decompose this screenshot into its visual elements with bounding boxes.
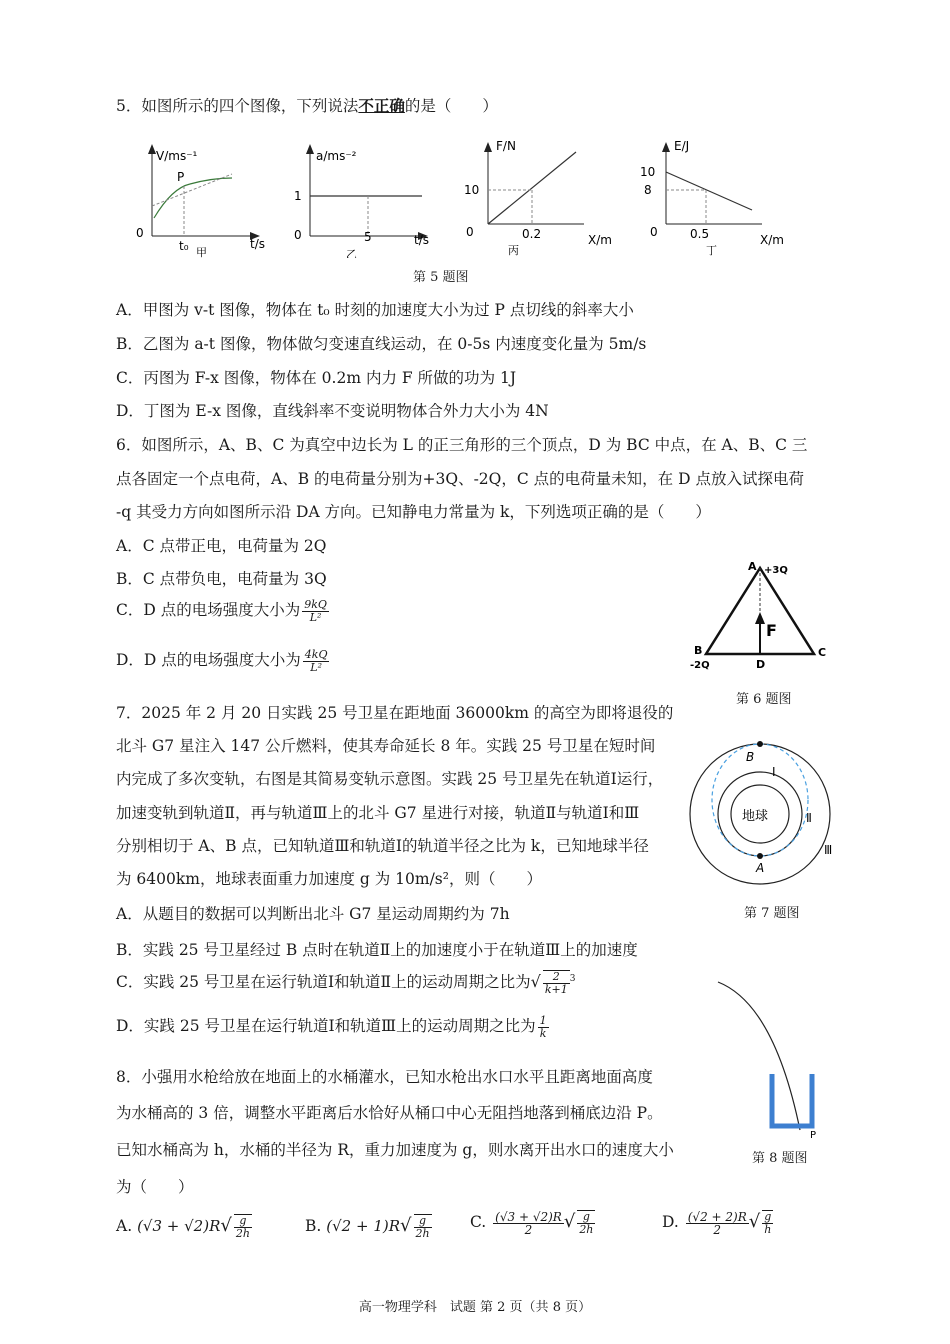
water-trajectory (718, 982, 800, 1130)
q7-option-a: A．从题目的数据可以判断出北斗 G7 星运动周期约为 7h (116, 905, 510, 923)
q6-option-a: A．C 点带正电，电荷量为 2Q (116, 537, 327, 555)
q6-caption: 第 6 题图 (736, 692, 792, 707)
svg-text:t/s: t/s (414, 233, 429, 247)
q5-emphasis: 不正确 (358, 96, 405, 115)
orbit-2 (712, 744, 808, 856)
q5-option-d: D．丁图为 E-x 图像，直线斜率不变说明物体合外力大小为 4N (116, 402, 549, 420)
jia-curve (154, 178, 232, 218)
q7-stem-6: 为 6400km，地球表面重力加速度 g 为 10m/s²，则（ ） (116, 870, 542, 888)
q8-option-a: A. (√3 + √2)R√ $\frac{g}{2h}$ (116, 1214, 250, 1240)
q6-stem-2: 点各固定一个点电荷，A、B 的电荷量分别为+3Q、-2Q，C 点的电荷量未知，在 D 点放入试探电荷 (116, 470, 804, 488)
svg-text:F: F (766, 621, 777, 640)
q8-option-d: D. $\frac{(√2 + 2)R}{2}$ √ $\frac{g}{h}$ (662, 1209, 772, 1237)
q7-stem-4: 加速变轨到轨道Ⅱ，再与轨道Ⅲ上的北斗 G7 星进行对接，轨道Ⅱ与轨道Ⅰ和Ⅲ (116, 804, 640, 822)
q5-graph-ding (636, 134, 816, 258)
svg-text:1: 1 (294, 189, 302, 203)
q5-graph-jia (132, 140, 282, 258)
q6-option-d: D．D 点的电场强度大小为 $\frac{4kQ}{\text{L²}}$ (116, 647, 328, 674)
svg-text:Ⅲ: Ⅲ (824, 843, 833, 857)
q6-option-b: B．C 点带负电，电荷量为 3Q (116, 570, 327, 588)
q8-stem-4: 为（ ） (116, 1178, 194, 1196)
svg-text:D: D (756, 658, 766, 671)
q7-option-d: D．实践 25 号卫星在运行轨道Ⅰ和轨道Ⅲ上的运动周期之比为 $\frac{1}{k}$ (116, 1013, 547, 1040)
svg-text:Ⅰ: Ⅰ (772, 765, 776, 779)
q8-stem-3: 已知水桶高为 h，水桶的半径为 R，重力加速度为 g，则水离开出水口的速度大小 (116, 1141, 674, 1159)
svg-text:0: 0 (136, 226, 144, 240)
q6-triangle-figure (682, 556, 832, 676)
q7-stem-5: 分别相切于 A、B 点，已知轨道Ⅲ和轨道Ⅰ的轨道半径之比为 k，已知地球半径 (116, 837, 649, 855)
svg-text:0.5: 0.5 (690, 227, 710, 241)
q5-option-c: C．丙图为 F-x 图像，物体在 0.2m 内力 F 所做的功为 1J (116, 369, 517, 387)
svg-text:0.2: 0.2 (522, 227, 542, 241)
q8-bucket-figure (714, 976, 824, 1146)
q7-option-b: B．实践 25 号卫星经过 B 点时在轨道Ⅱ上的加速度小于在轨道Ⅲ上的加速度 (116, 941, 638, 959)
svg-text:丁: 丁 (706, 244, 717, 257)
q5-graph-bing (462, 134, 622, 258)
q7-stem-1: 7．2025 年 2 月 20 日实践 25 号卫星在距地面 36000km 的高空为即将退役的 (116, 704, 674, 722)
svg-text:-2Q: -2Q (690, 660, 710, 671)
q8-stem-2: 为水桶高的 3 倍，调整水平距离后水恰好从桶口中心无阻挡地落到桶底边沿 P。 (116, 1104, 663, 1122)
svg-text:10: 10 (640, 165, 656, 179)
svg-text:丙: 丙 (508, 244, 519, 257)
q5-option-b: B．乙图为 a-t 图像，物体做匀变速直线运动，在 0-5s 内速度变化量为 5m/s (116, 335, 647, 353)
q8-caption: 第 8 题图 (752, 1151, 808, 1166)
svg-text:B: B (746, 750, 755, 764)
q8-option-c: C. $\frac{(√3 + √2)R}{2}$ √ $\frac{g}{2h}$ (470, 1209, 594, 1237)
svg-text:0: 0 (294, 228, 302, 242)
svg-text:X/m: X/m (760, 233, 784, 247)
q8-option-b: B. (√2 + 1)R√ $\frac{g}{2h}$ (305, 1214, 430, 1240)
svg-text:甲: 甲 (196, 246, 207, 258)
q5-graph-yi (290, 140, 440, 258)
q7-stem-3: 内完成了多次变轨，右图是其简易变轨示意图。实践 25 号卫星先在轨道Ⅰ运行， (116, 770, 664, 788)
svg-text:0: 0 (466, 225, 474, 239)
q5-option-a: A．甲图为 v-t 图像，物体在 t₀ 时刻的加速度大小为过 P 点切线的斜率大小 (116, 301, 634, 319)
svg-text:5: 5 (364, 230, 372, 244)
svg-text:F/N: F/N (496, 139, 516, 153)
q7-stem-2: 北斗 G7 星注入 147 公斤燃料，使其寿命延长 8 年。实践 25 号卫星在短时间 (116, 737, 656, 755)
q6-stem-3: -q 其受力方向如图所示沿 DA 方向。已知静电力常量为 k，下列选项正确的是（ ） (116, 503, 711, 521)
svg-text:A: A (748, 560, 757, 573)
svg-text:8: 8 (644, 183, 652, 197)
svg-text:地球: 地球 (742, 809, 769, 824)
svg-text:E/J: E/J (674, 139, 690, 153)
svg-text:0: 0 (650, 225, 658, 239)
page-footer: 高一物理学科 试题 第 2 页（共 8 页） (358, 1300, 592, 1315)
q7-caption: 第 7 题图 (744, 906, 800, 921)
q5-stem: 5．如图所示的四个图像，下列说法不正确的是（ ） (116, 96, 498, 115)
q6-stem-1: 6．如图所示，A、B、C 为真空中边长为 L 的正三角形的三个顶点，D 为 BC 中点，在 A、B、C 三 (116, 436, 808, 454)
jia-ylabel: V/ms⁻¹ (156, 149, 198, 163)
svg-text:C: C (818, 646, 827, 659)
jia-point: P (177, 170, 185, 184)
svg-text:P: P (810, 1130, 817, 1141)
q8-stem-1: 8．小强用水枪给放在地面上的水桶灌水，已知水枪出水口水平且距离地面高度 (116, 1068, 653, 1086)
ding-line (666, 172, 752, 210)
bucket (772, 1074, 812, 1126)
svg-text:乙: 乙 (346, 248, 357, 258)
q6-option-c: C．D 点的电场强度大小为 $\frac{9kQ}{\text{L²}}$ (116, 597, 327, 624)
svg-text:B: B (694, 644, 703, 657)
q7-orbit-figure (684, 738, 854, 898)
svg-text:X/m: X/m (588, 233, 612, 247)
bing-line (488, 152, 576, 224)
svg-text:t/s: t/s (250, 237, 265, 251)
svg-text:Ⅱ: Ⅱ (806, 811, 812, 825)
svg-text:10: 10 (464, 183, 480, 197)
q7-option-c: C．实践 25 号卫星在运行轨道Ⅰ和轨道Ⅱ上的运动周期之比为√ $\frac{2}{k+1}$ $^3$ (116, 970, 576, 996)
svg-text:A: A (756, 861, 765, 875)
svg-text:t₀: t₀ (179, 239, 189, 253)
svg-text:a/ms⁻²: a/ms⁻² (316, 149, 357, 163)
svg-text:+3Q: +3Q (764, 565, 788, 576)
q5-caption: 第 5 题图 (413, 270, 469, 285)
